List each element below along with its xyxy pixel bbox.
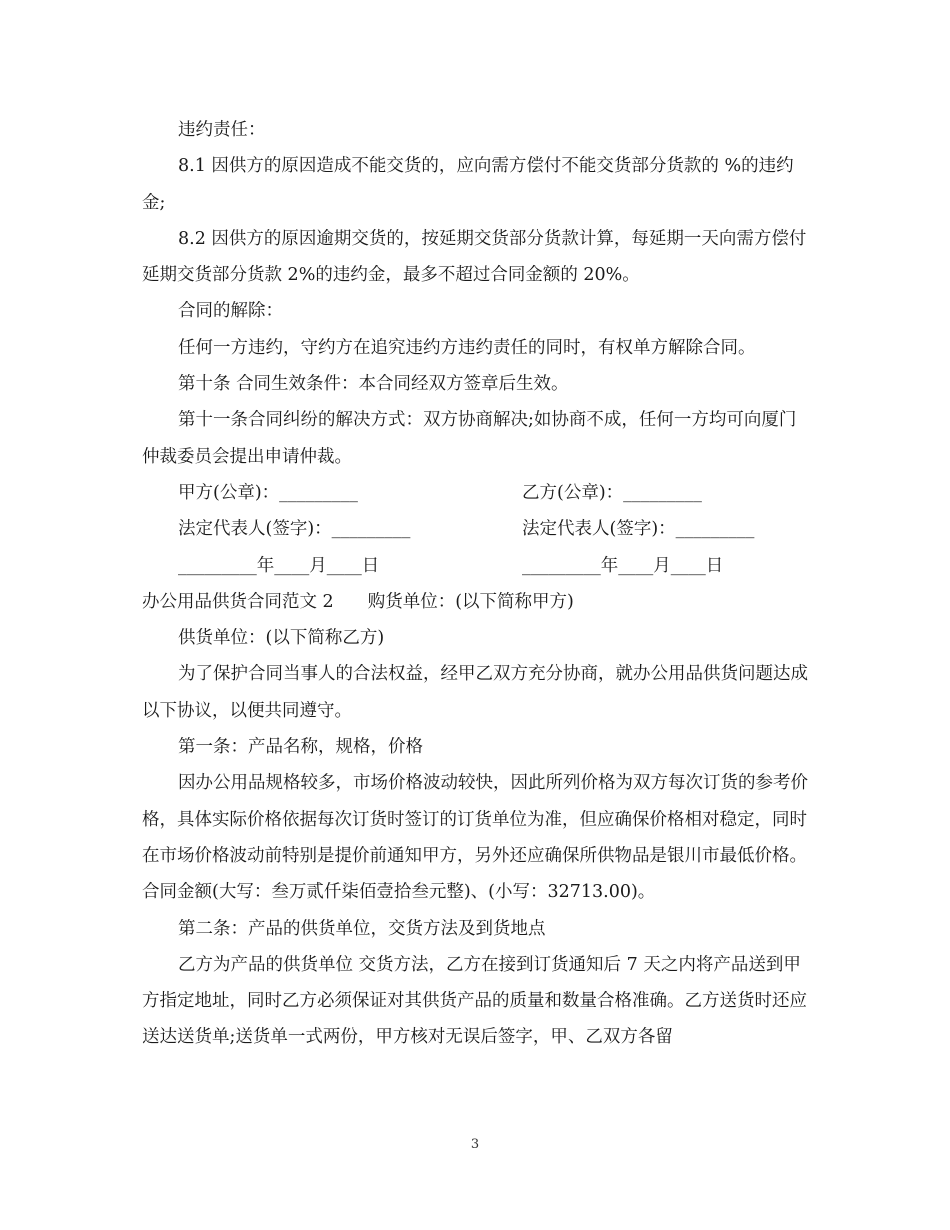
buyer-line: 购货单位：(以下简称甲方) [367, 591, 574, 612]
article-2-heading: 第二条：产品的供货单位，交货方法及到货地点 [178, 918, 546, 939]
contract-2-header-line [142, 584, 812, 620]
document-body [142, 112, 812, 1056]
party-a-date: _________年____月____日 [178, 555, 380, 576]
heading-contract-termination: 合同的解除： [178, 301, 283, 322]
article-1-heading: 第一条：产品名称，规格，价格 [178, 737, 423, 758]
article-11: 第十一条合同纠纷的解决方式：双方协商解决;如协商不成，任何一方均可向厦门仲裁委员会提出申请仲裁。 [142, 410, 797, 467]
article-10: 第十条 合同生效条件：本合同经双方签章后生效。 [178, 374, 569, 395]
page-number: 3 [470, 1137, 480, 1152]
party-b-date: _________年____月____日 [522, 555, 724, 576]
preamble: 为了保护合同当事人的合法权益，经甲乙双方充分协商，就办公用品供货问题达成以下协议，以便共同遵守。 [142, 664, 808, 721]
signature-row-seal [142, 475, 812, 511]
supplier-line: 供货单位：(以下简称乙方) [178, 628, 385, 649]
clause-8-2: 8.2 因供方的原因逾期交货的，按延期交货部分货款计算，每延期一天向需方偿付延期交货部分货款 2%的违约金，最多不超过合同金额的 20%。 [142, 228, 807, 286]
clause-8-1: 8.1 因供方的原因造成不能交货的，应向需方偿付不能交货部分货款的 %的违约金; [142, 156, 794, 213]
party-a-seal: 甲方(公章)：_________ [178, 482, 358, 503]
article-2-text: 乙方为产品的供货单位 交货方法，乙方在接到订货通知后 7 天之内将产品送到甲方指定地址，同时乙方必须保证对其供货产品的质量和数量合格准确。乙方送货时还应送达送货单;送货单一式两份，甲方核对无误后签字，甲、乙双方各留 [142, 954, 807, 1048]
signature-row-date [142, 548, 812, 584]
signature-row-rep [142, 511, 812, 547]
heading-breach-liability: 违约责任： [178, 120, 266, 140]
contract-2-title: 办公用品供货合同范文 2 [142, 591, 334, 612]
termination-text: 任何一方违约，守约方在追究违约方违约责任的同时，有权单方解除合同。 [178, 337, 756, 358]
party-b-representative: 法定代表人(签字)：_________ [522, 519, 755, 540]
party-b-seal: 乙方(公章)：_________ [522, 482, 702, 503]
party-a-representative: 法定代表人(签字)：_________ [178, 519, 411, 540]
article-1-text: 因办公用品规格较多，市场价格波动较快，因此所列价格为双方每次订货的参考价格，具体实际价格依据每次订货时签订的订货单位为准，但应确保价格相对稳定，同时在市场价格波动前特别是提价前通知甲方，另外还应确保所供物品是银川市最低价格。合同金额(大写：叁万贰仟柒佰壹拾叁元整)、(小写：32713.00)。 [142, 773, 808, 903]
